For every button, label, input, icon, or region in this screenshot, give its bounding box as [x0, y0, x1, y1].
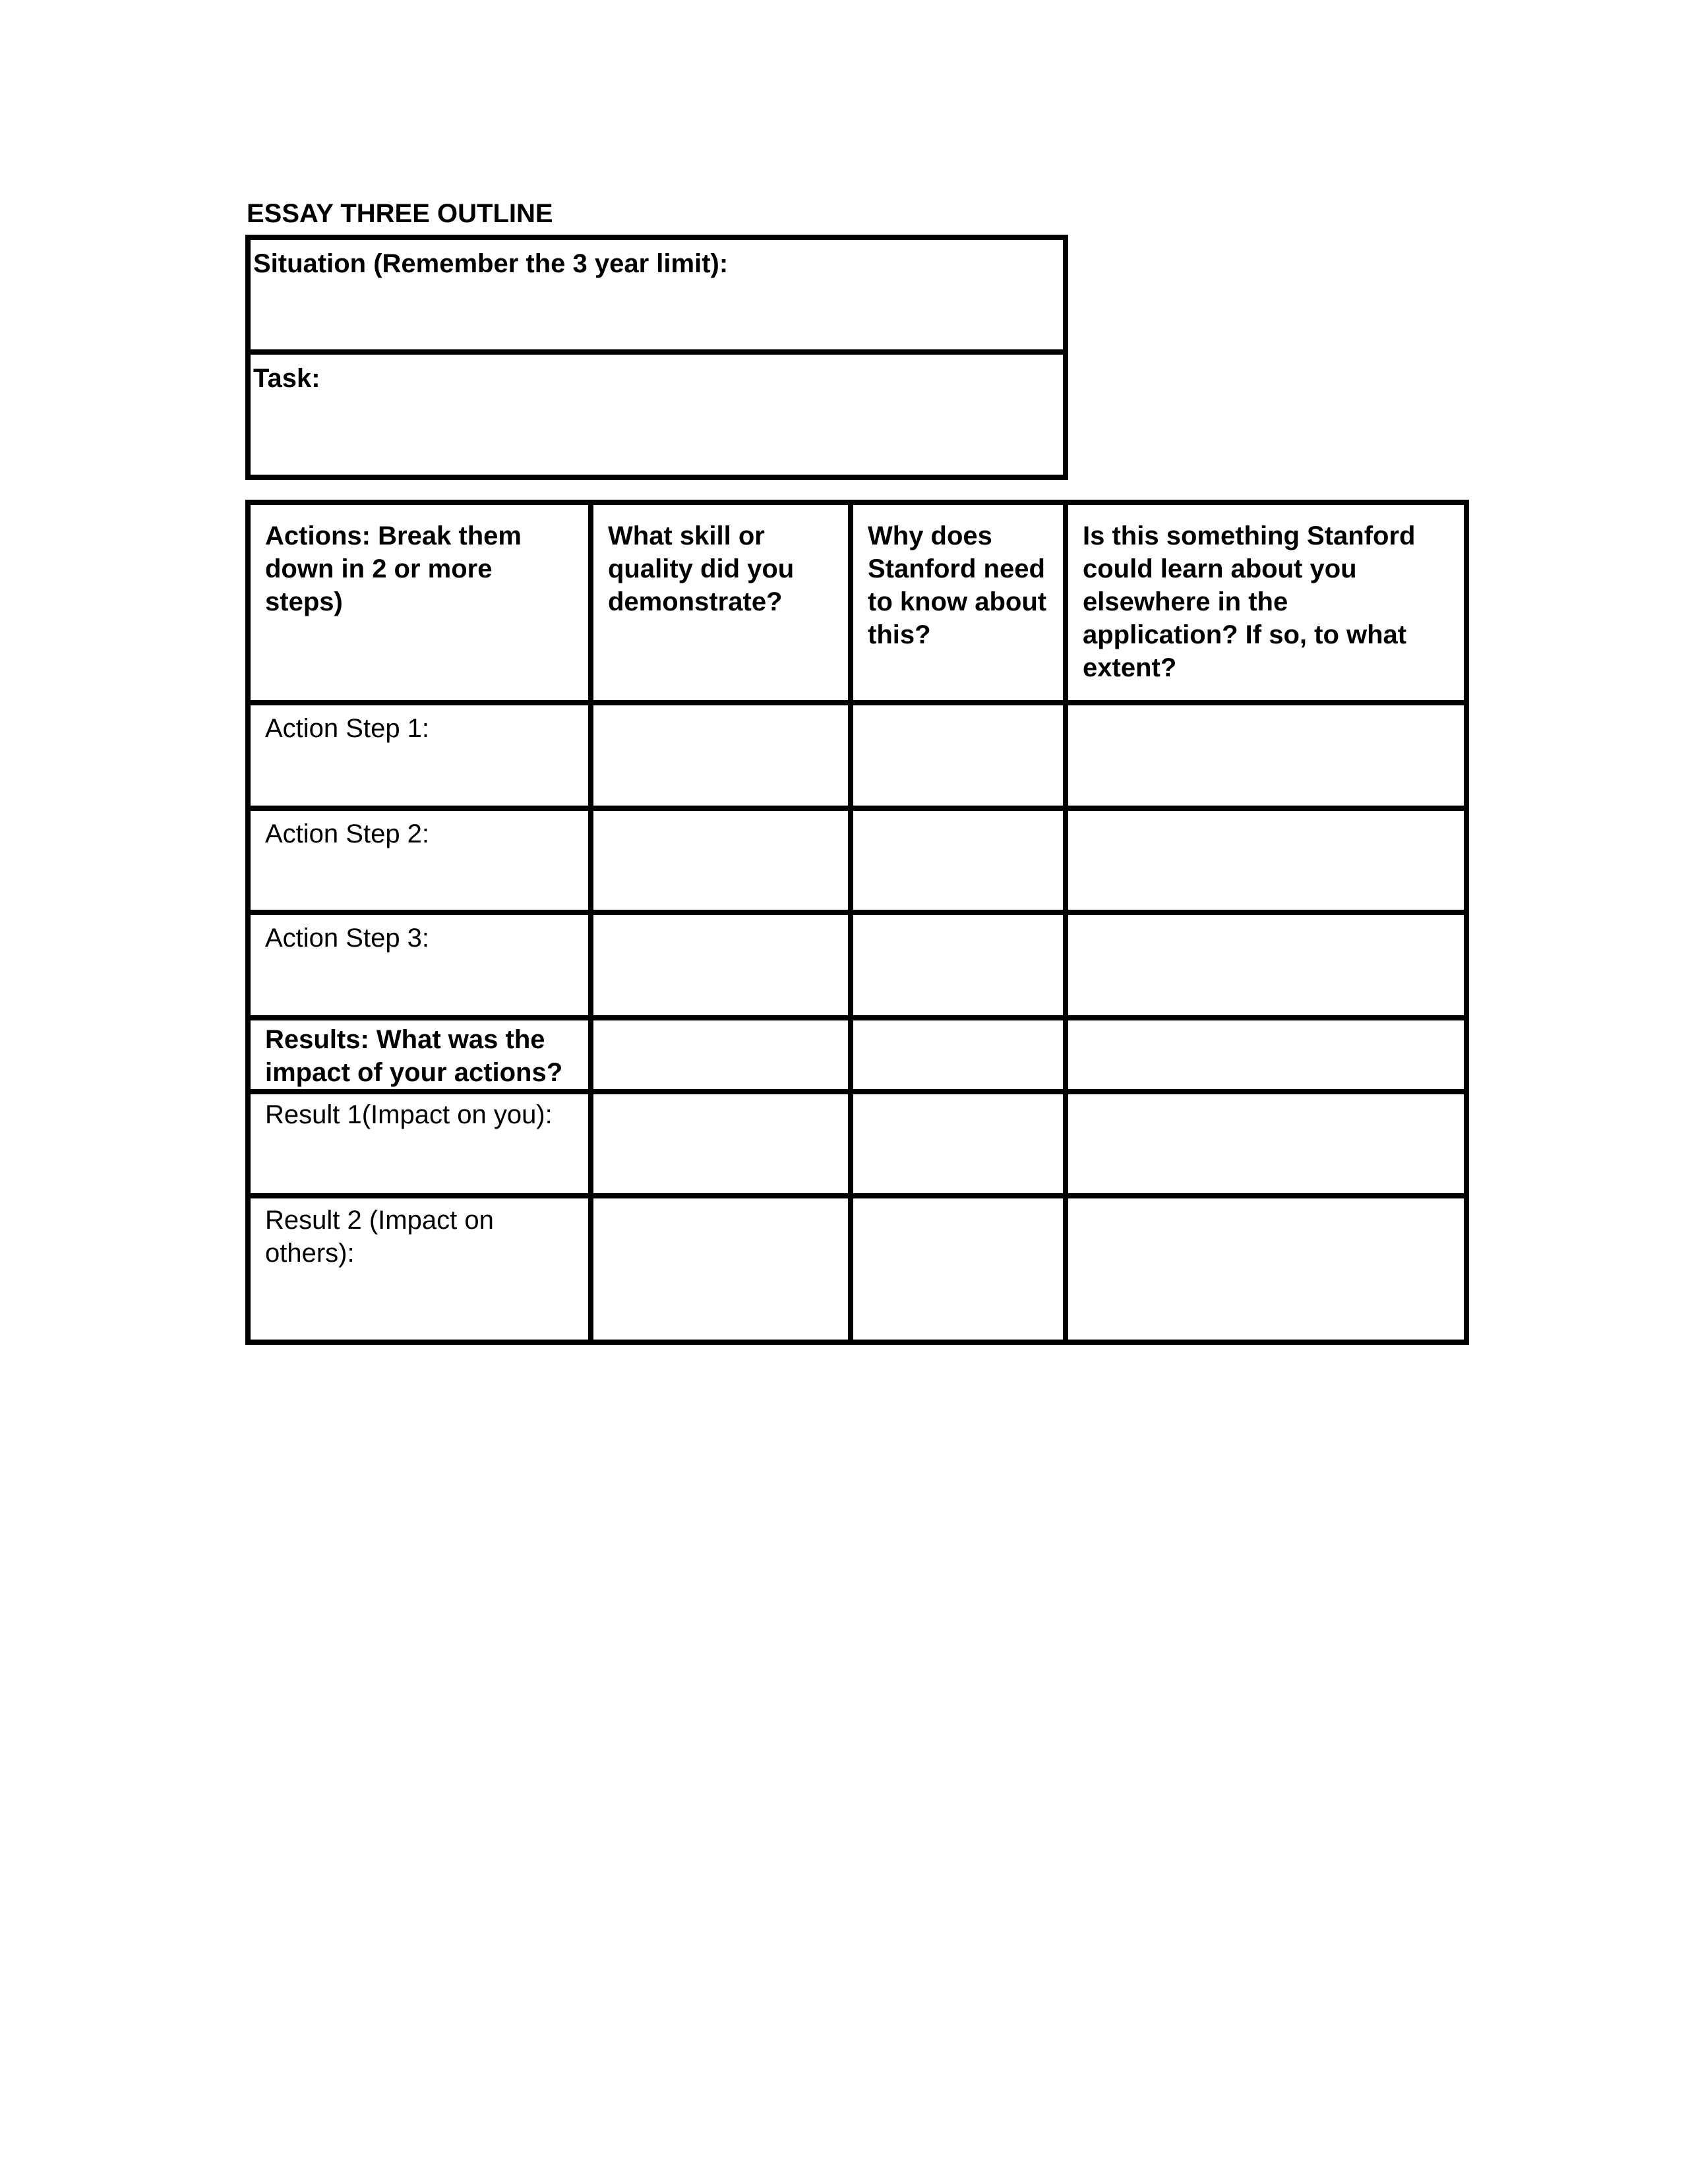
cell-results-elsewhere[interactable]	[1066, 1018, 1466, 1092]
cell-action-step-2-skill[interactable]	[591, 808, 851, 912]
cell-result-2-skill[interactable]	[591, 1196, 851, 1342]
task-field[interactable]	[251, 355, 1063, 475]
cell-action-step-3-elsewhere[interactable]	[1066, 912, 1466, 1018]
row-label-results: Results: What was the impact of your actions?	[248, 1018, 591, 1092]
table-row	[248, 1018, 1466, 1092]
cell-results-why[interactable]	[851, 1018, 1066, 1092]
cell-action-step-2-why[interactable]	[851, 808, 1066, 912]
table-row	[248, 912, 1466, 1018]
document-title: ESSAY THREE OUTLINE	[247, 199, 553, 228]
cell-action-step-1-skill[interactable]	[591, 703, 851, 808]
header-why-stanford: Why does Stanford need to know about this?	[851, 502, 1066, 703]
cell-result-2-why[interactable]	[851, 1196, 1066, 1342]
header-skill: What skill or quality did you demonstrate?	[591, 502, 851, 703]
cell-result-1-elsewhere[interactable]	[1066, 1092, 1466, 1196]
cell-action-step-3-why[interactable]	[851, 912, 1066, 1018]
table-row	[248, 1092, 1466, 1196]
header-actions: Actions: Break them down in 2 or more steps)	[248, 502, 591, 703]
cell-action-step-2-elsewhere[interactable]	[1066, 808, 1466, 912]
cell-action-step-1-elsewhere[interactable]	[1066, 703, 1466, 808]
cell-result-1-skill[interactable]	[591, 1092, 851, 1196]
row-label-result-1: Result 1(Impact on you):	[248, 1092, 591, 1196]
header-row	[248, 502, 1466, 703]
table-row	[248, 703, 1466, 808]
cell-action-step-1-why[interactable]	[851, 703, 1066, 808]
cell-result-1-why[interactable]	[851, 1092, 1066, 1196]
row-label-action-step-3: Action Step 3:	[248, 912, 591, 1018]
table-row	[248, 808, 1466, 912]
row-label-result-2: Result 2 (Impact on others):	[248, 1196, 591, 1342]
outline-table	[245, 500, 1469, 1345]
row-label-action-step-2: Action Step 2:	[248, 808, 591, 912]
header-elsewhere: Is this something Stanford could learn about you elsewhere in the application? If so, to what extent?	[1066, 502, 1466, 703]
cell-action-step-3-skill[interactable]	[591, 912, 851, 1018]
cell-results-skill[interactable]	[591, 1018, 851, 1092]
situation-task-box	[245, 235, 1068, 480]
task-label: Task:	[253, 364, 320, 393]
situation-label: Situation (Remember the 3 year limit):	[253, 249, 729, 278]
situation-field[interactable]	[251, 240, 1063, 355]
cell-result-2-elsewhere[interactable]	[1066, 1196, 1466, 1342]
table-row	[248, 1196, 1466, 1342]
row-label-action-step-1: Action Step 1:	[248, 703, 591, 808]
